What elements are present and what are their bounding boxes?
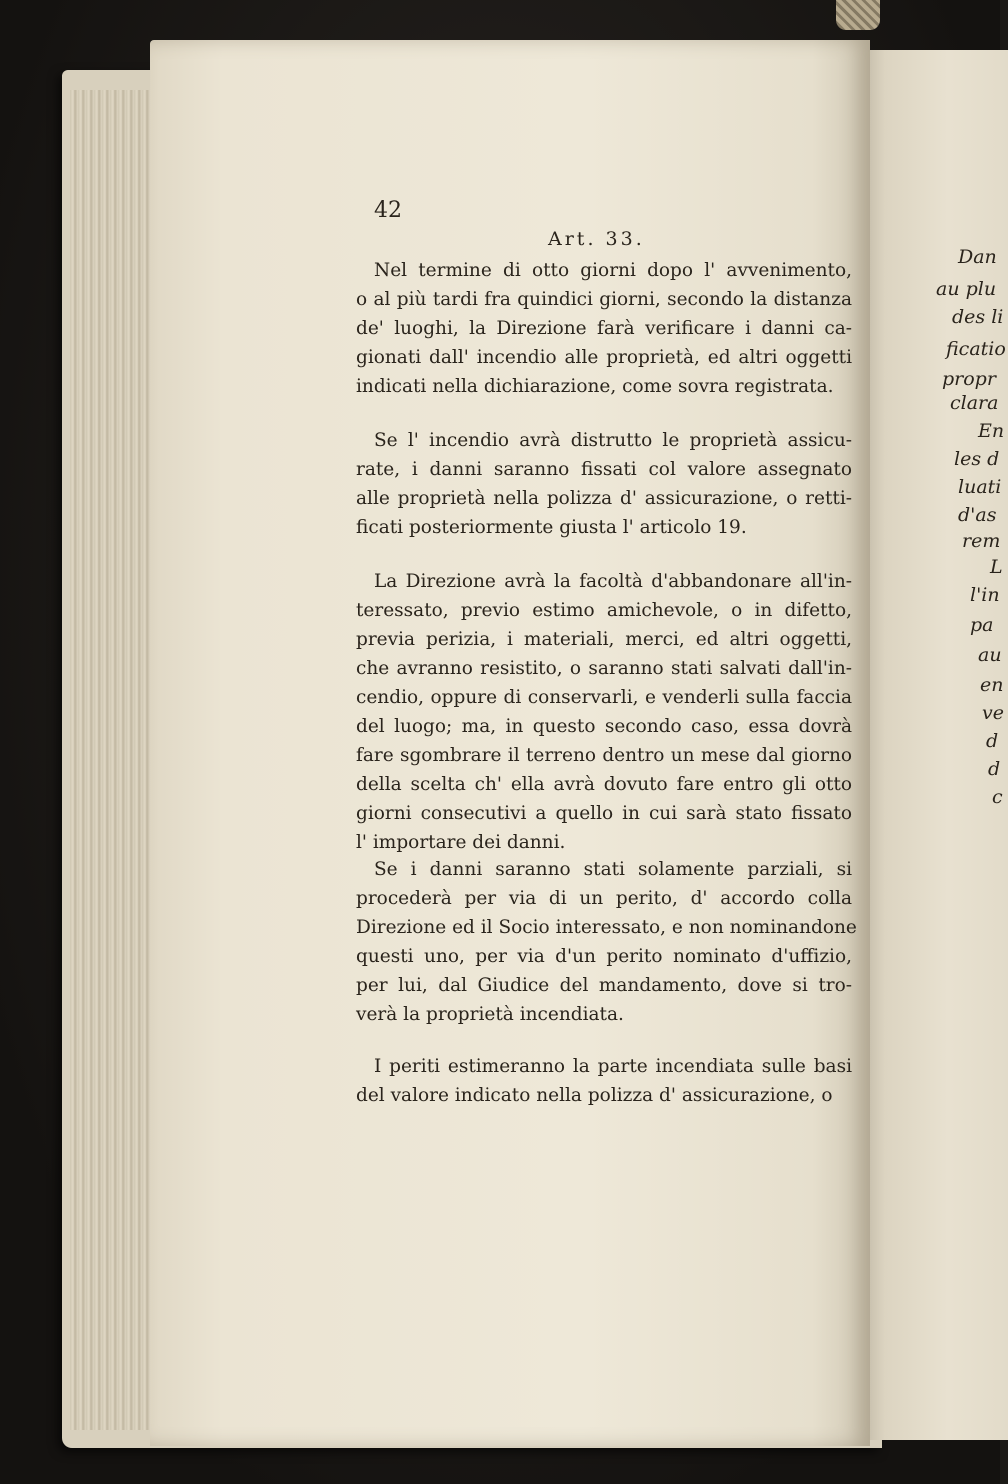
facing-page-fragment: c (992, 786, 1003, 808)
text-line: per lui, dal Giudice del mandamento, dove si tro- (356, 975, 852, 996)
facing-page-fragment: L (990, 556, 1003, 578)
text-line: questi uno, per via d'un perito nominato d'uffizio, (356, 946, 852, 967)
text-line: de' luoghi, la Direzione farà verificare i danni ca- (356, 318, 852, 339)
text-line: giorni consecutivi a quello in cui sarà stato fissato (356, 803, 852, 824)
facing-page-fragment: au plu (936, 278, 997, 300)
text-line: che avranno resistito, o saranno stati salvati dall'in- (356, 658, 852, 679)
facing-page-fragment: ficatio (946, 338, 1006, 360)
facing-page-fragment: des li (952, 306, 1004, 328)
text-line: procederà per via di un perito, d' accordo colla (356, 888, 852, 909)
text-line: Direzione ed il Socio interessato, e non nominandone (356, 917, 857, 938)
facing-page-fragment: pa (970, 614, 994, 636)
facing-page-fragment: clara (950, 392, 999, 414)
text-line: fare sgombrare il terreno dentro un mese dal giorno (356, 745, 852, 766)
text-line: verà la proprietà incendiata. (356, 1004, 624, 1025)
facing-page-fragment: les d (954, 448, 1000, 470)
binding-thread (836, 0, 880, 30)
text-line: o al più tardi fra quindici giorni, secondo la distanza (356, 289, 852, 310)
text-line: I periti estimeranno la parte incendiata sulle basi (374, 1056, 852, 1077)
text-line: previa perizia, i materiali, merci, ed altri oggetti, (356, 629, 852, 650)
text-line: ficati posteriormente giusta l' articolo 19. (356, 517, 747, 538)
text-line: della scelta ch' ella avrà dovuto fare entro gli otto (356, 774, 852, 795)
facing-page-fragment: l'in (970, 584, 1000, 606)
text-line: del luogo; ma, in questo secondo caso, essa dovrà (356, 716, 852, 737)
facing-page-fragment: rem (962, 530, 1001, 552)
text-line: indicati nella dichiarazione, come sovra registrata. (356, 376, 834, 397)
facing-page-fragment: en (980, 674, 1004, 696)
text-line: alle proprietà nella polizza d' assicurazione, o retti- (356, 488, 852, 509)
facing-page-fragment: d'as (958, 504, 997, 526)
text-line: La Direzione avrà la facoltà d'abbandonare all'in- (374, 571, 852, 592)
facing-page-fragment: ve (982, 702, 1004, 724)
facing-page-fragment: propr (942, 368, 996, 390)
page-stack-edge (70, 90, 160, 1430)
text-line: Se i danni saranno stati solamente parziali, si (374, 859, 852, 880)
text-line: teressato, previo estimo amichevole, o in difetto, (356, 600, 852, 621)
facing-page-fragment: Dan (958, 246, 997, 268)
article-heading: Art. 33. (548, 228, 645, 250)
facing-page-fragment: d (988, 758, 1001, 780)
text-line: Nel termine di otto giorni dopo l' avvenimento, (374, 260, 852, 281)
facing-page-fragment: d (986, 730, 999, 752)
facing-page-fragment: au (978, 644, 1002, 666)
main-page (150, 40, 870, 1446)
text-line: del valore indicato nella polizza d' assicurazione, o (356, 1085, 833, 1106)
text-line: gionati dall' incendio alle proprietà, ed altri oggetti (356, 347, 852, 368)
text-line: l' importare dei danni. (356, 832, 566, 853)
text-line: Se l' incendio avrà distrutto le proprietà assicu- (374, 430, 852, 451)
text-line: cendio, oppure di conservarli, e venderli sulla faccia (356, 687, 852, 708)
facing-page-fragment: luati (958, 476, 1002, 498)
facing-page-fragment: En (978, 420, 1005, 442)
page-number: 42 (374, 198, 402, 223)
text-line: rate, i danni saranno fissati col valore assegnato (356, 459, 852, 480)
